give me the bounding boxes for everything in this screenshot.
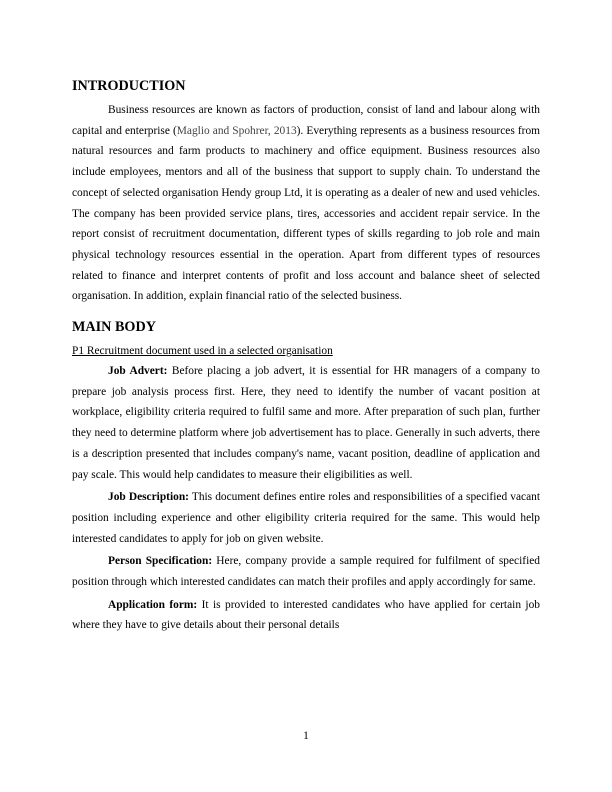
job-description-text: This document defines entire roles and responsibilities of a specified vacant position including experience and other eligibility criteria required for the same. This would help interested candidates to apply for job on given website.	[72, 491, 540, 545]
introduction-heading: INTRODUCTION	[72, 78, 186, 94]
person-specification-text: Here, company provide a sample required for fulfilment of specified position through which interested candidates can match their profiles and apply accordingly for same.	[72, 555, 540, 589]
intro-text-part1: Business resources are known as factors of production, consist of land and labour along with capital and enterprise (	[72, 104, 540, 137]
person-specification-paragraph	[72, 551, 540, 592]
application-form-paragraph	[72, 595, 540, 636]
introduction-paragraph	[72, 100, 540, 307]
application-form-term: Application form:	[108, 598, 198, 611]
page-number: 1	[303, 730, 309, 742]
job-advert-text: Before placing a job advert, it is essential for HR managers of a company to prepare job analysis process first. Here, they need to identify the number of vacant position at workplace, eligibility criteria required to fulfil same and more. After preparation of such plan, further they need to determine platform where job advertisement has to place. Generally in such adverts, there is a description presented that includes company's name, vacant position, deadline of application and pay scale. This would help candidates to measure their eligibilities as well.	[72, 365, 540, 481]
job-advert-term: Job Advert:	[108, 365, 168, 378]
job-description-term: Job Description:	[108, 491, 189, 504]
application-form-text: It is provided to interested candidates who have applied for certain job where they have to give details about their personal details	[72, 598, 540, 632]
citation: Maglio and Spohrer, 2013	[176, 124, 297, 137]
page-content	[72, 76, 540, 638]
recruitment-subheading: P1 Recruitment document used in a selected organisation	[72, 345, 333, 358]
job-advert-paragraph	[72, 361, 540, 485]
person-specification-term: Person Specification:	[108, 555, 213, 568]
job-description-paragraph	[72, 487, 540, 549]
intro-text-part2: ). Everything represents as a business resources from natural resources and farm products to machinery and office equipment. Business resources also include employees, mentors and all of the business that support to supply chain. To understand the concept of selected organisation Hendy group Ltd, it is operating as a dealer of new and used vehicles. The company has been provided service plans, tires, accessories and accident repair service. In the report consist of recruitment documentation, different types of skills regarding to job role and main physical technology resources essential in the operation. Apart from different types of resources related to finance and interpret contents of profit and loss account and balance sheet of selected organisation. In addition, explain financial ratio of the selected business.	[72, 124, 540, 303]
main-body-heading: MAIN BODY	[72, 319, 156, 336]
